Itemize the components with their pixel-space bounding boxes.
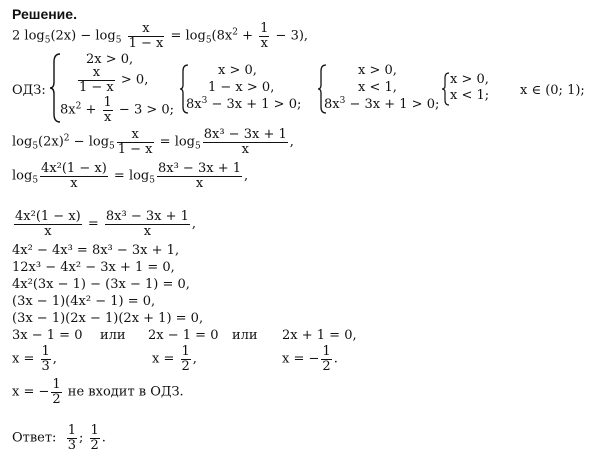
excluded-root: x = − $\frac{1}{2}$ не входит в ОДЗ.: [12, 377, 184, 407]
odz-label: ОДЗ:: [12, 83, 46, 98]
main-equation: 2 $\log_5(2x) - \log_5$ $\frac{x}{1 - x}$ = $\log_5(8x^2$ + $\frac{1}{x}$ − 3),: [12, 21, 309, 51]
algebra-line-4: (3x − 1)(4x² − 1) = 0,: [12, 294, 156, 309]
brace-icon: [442, 72, 450, 106]
answer-label: Ответ:: [12, 430, 57, 446]
root-1: x = $\frac{1}{3}$ ,: [12, 344, 57, 374]
odz-system-1: 2x > 0, $\frac{x}{1 - x}$ > 0, $8x^2$ + $\frac{1}{x}$ − 3 > 0;: [50, 52, 175, 124]
case-2: 2x − 1 = 0: [148, 328, 219, 343]
fraction: $\frac{x}{1 - x}$: [128, 21, 164, 51]
answer: Ответ: $\frac{1}{3}$ ; $\frac{1}{2}$ .: [12, 423, 106, 453]
root-2: x = $\frac{1}{2}$ ,: [152, 344, 197, 374]
or-word-1: или: [100, 328, 126, 343]
step-1-equation: $\log_5(2x)^2 - \log_5$ $\frac{x}{1 - x}$ = $\log_5$ $\frac{\text{8x³ − 3x + 1}}{x}$ ,: [12, 127, 294, 157]
case-1: 3x − 1 = 0: [12, 328, 83, 343]
algebra-line-3: 4x²(3x − 1) − (3x − 1) = 0,: [12, 277, 190, 292]
or-word-2: или: [232, 328, 258, 343]
odz-system-4: x > 0, x < 1;: [442, 72, 502, 106]
algebra-line-5: (3x − 1)(2x − 1)(2x + 1) = 0,: [12, 311, 204, 326]
solution-heading: Решение.: [12, 6, 77, 22]
odz-result: x ∈ (0; 1);: [520, 83, 585, 98]
step-3-equation: $\frac{\text{4x²(1 − x)}}{x}$ = $\frac{\text{8x³ − 3x + 1}}{x}$ ,: [15, 209, 197, 239]
algebra-line-1: 4x² − 4x³ = 8x³ − 3x + 1,: [12, 243, 180, 258]
root-3: x = − $\frac{1}{2}$ .: [282, 344, 338, 374]
algebra-line-2: 12x³ − 4x² − 3x + 1 = 0,: [12, 260, 175, 275]
step-2-equation: $\log_5$ $\frac{\text{4x²(1 − x)}}{x}$ = $\log_5$ $\frac{\text{8x³ − 3x + 1}}{x}$ ,: [12, 161, 249, 191]
case-3: 2x + 1 = 0,: [282, 328, 357, 343]
odz-system-3: x > 0, x < 1, $8x^3 - 3x + 1 > 0$;: [318, 63, 448, 115]
odz-system-2: x > 0, 1 − x > 0, $8x^3 - 3x + 1 > 0$;: [180, 63, 310, 115]
